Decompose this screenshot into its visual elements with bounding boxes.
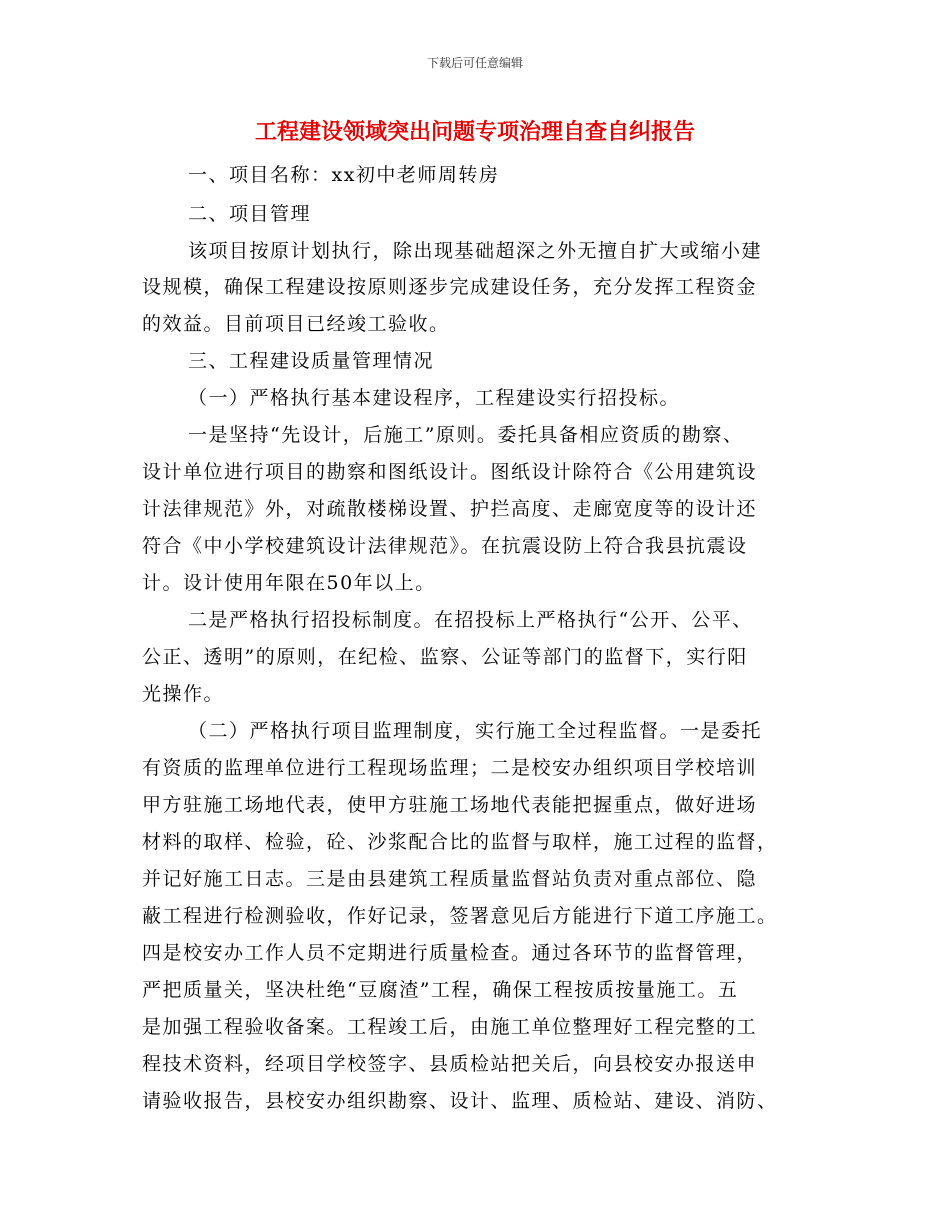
- text-line: 有资质的监理单位进行工程现场监理；二是校安办组织项目学校培训: [142, 757, 758, 779]
- text-line: 是加强工程验收备案。工程竣工后，由施工单位整理好工程完整的工: [142, 1016, 758, 1038]
- text-line: （一）严格执行基本建设程序，工程建设实行招投标。: [188, 387, 681, 409]
- text-line: 程技术资料，经项目学校签字、县质检站把关后，向县校安办报送申: [142, 1053, 758, 1075]
- text-line: 蔽工程进行检测验收，作好记录，签署意见后方能进行下道工序施工。: [142, 905, 778, 927]
- text-line: 四是校安办工作人员不定期进行质量检查。通过各环节的监督管理，: [142, 942, 758, 964]
- text-line: 材料的取样、检验，砼、沙浆配合比的监督与取样，施工过程的监督，: [142, 831, 778, 853]
- text-line: 计法律规范》外，对疏散楼梯设置、护拦高度、走廊宽度等的设计还: [142, 498, 758, 520]
- text-line: 公正、透明”的原则，在纪检、监察、公证等部门的监督下，实行阳: [142, 646, 748, 668]
- text-line: 一、项目名称：xx初中老师周转房: [188, 164, 500, 186]
- page-header: 下载后可任意编辑: [426, 56, 523, 70]
- text-line: 设规模，确保工程建设按原则逐步完成建设任务，充分发挥工程资金: [142, 276, 758, 298]
- text-line: 一是坚持“先设计，后施工”原则。委托具备相应资质的勘察、: [188, 424, 744, 446]
- text-line: 并记好施工日志。三是由县建筑工程质量监督站负责对重点部位、隐: [142, 868, 758, 890]
- text-line: 二、项目管理: [188, 203, 312, 225]
- text-line: 该项目按原计划执行，除出现基础超深之外无擅自扩大或缩小建: [188, 240, 763, 262]
- text-line: 三、工程建设质量管理情况: [188, 350, 435, 372]
- text-line: 的效益。目前项目已经竣工验收。: [142, 313, 450, 335]
- text-line: 光操作。: [142, 683, 225, 705]
- text-line: 请验收报告，县校安办组织勘察、设计、监理、质检站、建设、消防、: [142, 1090, 778, 1112]
- text-line: 符合《中小学校建筑设计法律规范》。在抗震设防上符合我县抗震设: [142, 535, 748, 557]
- text-line: （二）严格执行项目监理制度，实行施工全过程监督。一是委托: [188, 720, 763, 742]
- text-line: 计。设计使用年限在50年以上。: [142, 572, 436, 594]
- text-line: 甲方驻施工场地代表，使甲方驻施工场地代表能把握重点，做好进场: [142, 794, 758, 816]
- text-line: 严把质量关，坚决杜绝“豆腐渣”工程，确保工程按质按量施工。五: [142, 979, 739, 1001]
- text-line: 二是严格执行招投标制度。在招投标上严格执行“公开、公平、: [188, 609, 753, 631]
- document-title: 工程建设领域突出问题专项治理自查自纠报告: [254, 120, 695, 145]
- text-line: 设计单位进行项目的勘察和图纸设计。图纸设计除符合《公用建筑设: [142, 461, 758, 483]
